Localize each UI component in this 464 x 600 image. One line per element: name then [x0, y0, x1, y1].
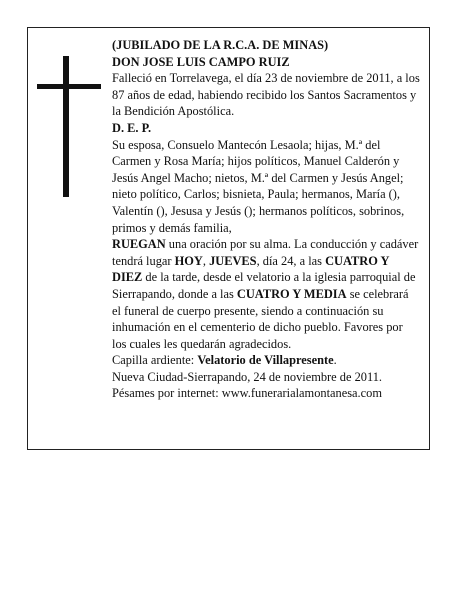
deceased-name: DON JOSE LUIS CAMPO RUIZ: [112, 54, 290, 69]
departure-time: CUATRO Y DIEZ: [112, 253, 389, 285]
ruegan-word: RUEGAN: [112, 237, 166, 252]
dep-line: D. E. P.: [112, 120, 152, 135]
cross-vertical-bar: [63, 56, 69, 197]
notice-header: (JUBILADO DE LA R.C.A. DE MINAS): [112, 38, 329, 52]
ceremony-text-4: se celebrará el funeral de cuerpo presente, siendo a continuación su inhumación en el cementerio de dicho pueblo. Favores por los cuales les quedarán agradecidos.: [112, 286, 409, 351]
family-paragraph: Su esposa, Consuelo Mantecón Lesaola; hijas, M.ª del Carmen y Rosa María; hijos políticos, Manuel Calderón y Jesús Angel Macho; nietos, M.ª del Carmen y Jesús Angel; nieto político, Carlos; bisnieta, Paula; hermanos, María (), Valentín (), Jesusa y Jesús (); hermanos políticos, sobrinos, primos y demás familia,: [112, 137, 405, 235]
capilla-line: [112, 352, 420, 369]
jueves-word: JUEVES: [209, 253, 257, 268]
capilla-end: .: [333, 353, 337, 368]
ceremony-text-2: , día 24, a las: [256, 253, 326, 268]
condolences-line: Pésames por internet: www.funerarialamontanesa.com: [112, 386, 382, 401]
ceremony-text-3: de la tarde, desde el velatorio a la iglesia parroquial de Sierrapando, donde a las: [112, 270, 416, 301]
ceremony-comma: ,: [202, 253, 210, 268]
cross-horizontal-bar: [37, 84, 101, 89]
obituary-text: [112, 37, 420, 402]
hoy-word: HOY: [174, 253, 203, 268]
place-date-line: Nueva Ciudad-Sierrapando, 24 de noviembre de 2011.: [112, 369, 382, 384]
death-paragraph: Falleció en Torrelavega, el día 23 de noviembre de 2011, a los 87 años de edad, habiendo recibido los Santos Sacramentos y la Bendición Apostólica.: [112, 71, 420, 119]
ceremony-paragraph: [112, 236, 420, 352]
funeral-time: CUATRO Y MEDIA: [236, 286, 347, 301]
cross-icon: [37, 56, 101, 197]
ceremony-text-1: una oración por su alma. La conducción y cadáver tendrá lugar: [112, 237, 419, 268]
capilla-label: Capilla ardiente:: [112, 353, 198, 368]
capilla-value: Velatorio de Villapresente: [197, 353, 334, 368]
